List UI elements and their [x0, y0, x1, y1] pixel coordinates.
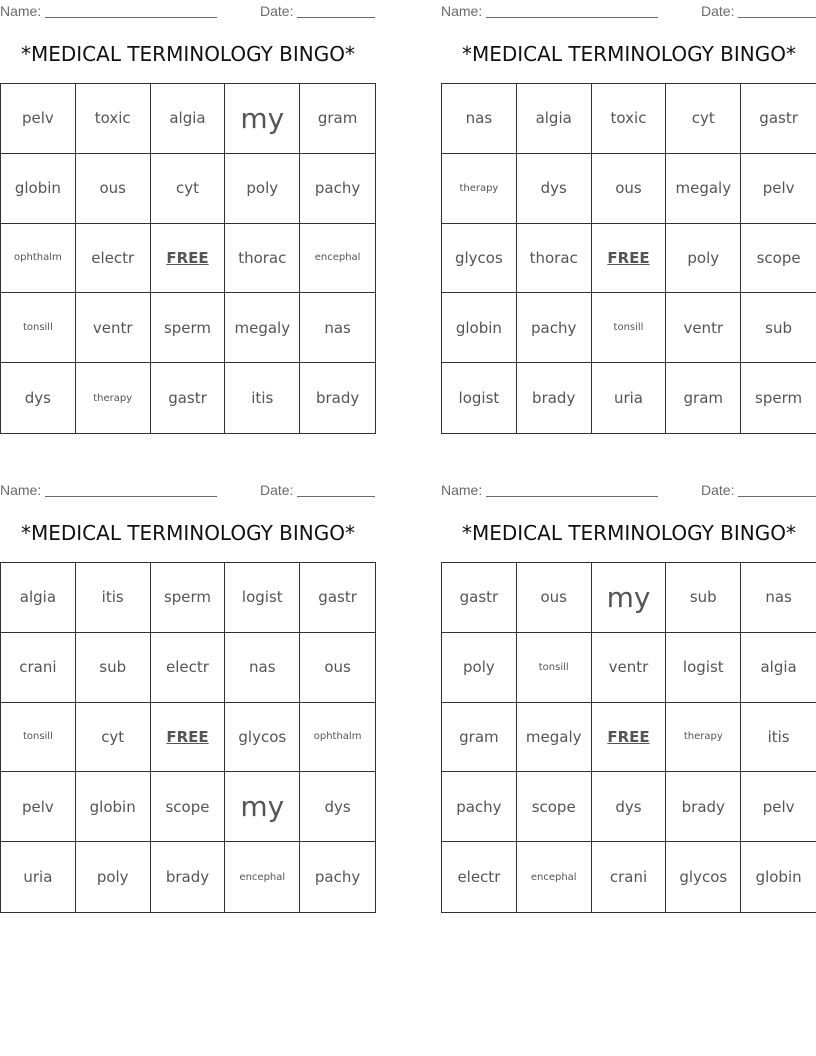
- name-field: [0, 3, 217, 19]
- bingo-cell: logist: [666, 633, 741, 703]
- name-blank-line: [486, 484, 658, 497]
- bingo-cell: gastr: [741, 84, 816, 154]
- bingo-cell: itis: [76, 563, 151, 633]
- bingo-cell: cyt: [76, 703, 151, 773]
- bingo-cell: sperm: [755, 389, 803, 408]
- bingo-cell: crani: [1, 633, 76, 703]
- bingo-cell: pachy: [314, 868, 361, 887]
- name-date-row: [441, 482, 816, 498]
- free-space-cell: FREE: [592, 703, 667, 773]
- bingo-cell: pelv: [741, 772, 816, 842]
- bingo-cell: my: [225, 772, 300, 842]
- bingo-cell: therapy: [666, 703, 741, 773]
- date-label: Date:: [701, 482, 735, 498]
- name-field: [441, 482, 658, 498]
- bingo-cell: glycos: [666, 842, 741, 912]
- bingo-cell: brady: [151, 842, 226, 912]
- date-blank-line: [738, 484, 816, 497]
- date-field: [701, 482, 816, 498]
- bingo-cell: dys: [517, 154, 592, 224]
- bingo-cell: globin: [1, 154, 76, 224]
- bingo-cell: glycos: [442, 224, 517, 294]
- bingo-cell: algia: [517, 84, 592, 154]
- bingo-cell: nas: [741, 563, 816, 633]
- bingo-cell: my: [225, 84, 300, 154]
- card-title: *MEDICAL TERMINOLOGY BINGO*: [461, 42, 796, 66]
- bingo-cell: ventr: [76, 293, 151, 363]
- name-date-row: [441, 3, 816, 19]
- bingo-cell: brady: [315, 389, 360, 408]
- bingo-cell: sperm: [151, 563, 226, 633]
- bingo-cell: my: [592, 563, 667, 633]
- bingo-cell: megaly: [225, 293, 300, 363]
- bingo-card-2: [441, 0, 816, 440]
- bingo-cell: dys: [1, 363, 76, 433]
- bingo-cell: globin: [442, 293, 517, 363]
- date-label: Date:: [260, 3, 294, 19]
- bingo-cell: nas: [225, 633, 300, 703]
- bingo-cell: megaly: [666, 154, 741, 224]
- name-field: [441, 3, 658, 19]
- bingo-cell: uria: [592, 363, 667, 433]
- name-field: [0, 482, 217, 498]
- bingo-cell: algia: [151, 84, 226, 154]
- bingo-cell: poly: [666, 224, 741, 294]
- name-blank-line: [486, 5, 658, 18]
- bingo-cell: logist: [225, 563, 300, 633]
- bingo-cell: itis: [741, 703, 816, 773]
- bingo-cell: cyt: [151, 154, 226, 224]
- card-title: *MEDICAL TERMINOLOGY BINGO*: [20, 521, 355, 545]
- bingo-cell: toxic: [592, 84, 667, 154]
- bingo-cell: gram: [442, 703, 517, 773]
- bingo-cell: poly: [225, 154, 300, 224]
- bingo-cell: ous: [76, 154, 151, 224]
- name-label: Name:: [0, 482, 42, 498]
- date-field: [260, 3, 375, 19]
- bingo-cell: tonsill: [592, 293, 667, 363]
- bingo-cell: scope: [517, 772, 592, 842]
- bingo-cell: gram: [666, 363, 741, 433]
- bingo-cell: ous: [517, 563, 592, 633]
- card-title: *MEDICAL TERMINOLOGY BINGO*: [20, 42, 355, 66]
- bingo-cell: glycos: [225, 703, 300, 773]
- bingo-cell: thorac: [225, 224, 300, 294]
- bingo-grid: [441, 562, 816, 913]
- bingo-cell: electr: [442, 842, 517, 912]
- bingo-cell: dys: [592, 772, 667, 842]
- bingo-cell: cyt: [666, 84, 741, 154]
- date-blank-line: [297, 5, 375, 18]
- bingo-cell: globin: [755, 868, 802, 887]
- bingo-cell: itis: [225, 363, 300, 433]
- bingo-cell: electr: [151, 633, 226, 703]
- bingo-cell: uria: [1, 842, 76, 912]
- bingo-cell: ous: [592, 154, 667, 224]
- bingo-cell: ophthalm: [300, 703, 375, 773]
- date-field: [260, 482, 375, 498]
- bingo-cell: nas: [300, 293, 375, 363]
- bingo-card-1: [0, 0, 376, 440]
- name-label: Name:: [441, 3, 483, 19]
- bingo-cell: pachy: [300, 154, 375, 224]
- free-space-cell: FREE: [151, 224, 226, 294]
- bingo-cell: ventr: [666, 293, 741, 363]
- bingo-grid: [441, 83, 816, 434]
- name-date-row: [0, 3, 376, 19]
- date-field: [701, 3, 816, 19]
- bingo-cell: pelv: [1, 772, 76, 842]
- bingo-cell: brady: [666, 772, 741, 842]
- bingo-cell: globin: [76, 772, 151, 842]
- bingo-cell: poly: [442, 633, 517, 703]
- date-label: Date:: [701, 3, 735, 19]
- bingo-cell: gram: [300, 84, 375, 154]
- bingo-cell: pelv: [741, 154, 816, 224]
- bingo-cell: electr: [76, 224, 151, 294]
- name-blank-line: [45, 484, 217, 497]
- bingo-cell: logist: [442, 363, 517, 433]
- bingo-cell: sub: [741, 293, 816, 363]
- bingo-cell: nas: [442, 84, 517, 154]
- bingo-cell: tonsill: [1, 703, 76, 773]
- bingo-cell: tonsill: [517, 633, 592, 703]
- bingo-cell: ous: [300, 633, 375, 703]
- name-blank-line: [45, 5, 217, 18]
- bingo-cell: encephal: [300, 224, 375, 294]
- bingo-cell: pachy: [517, 293, 592, 363]
- bingo-cell: ophthalm: [1, 224, 76, 294]
- bingo-cell: ventr: [592, 633, 667, 703]
- name-date-row: [0, 482, 376, 498]
- bingo-cell: megaly: [517, 703, 592, 773]
- bingo-cell: gastr: [151, 363, 226, 433]
- bingo-cell: toxic: [76, 84, 151, 154]
- bingo-cell: sub: [76, 633, 151, 703]
- bingo-cell: dys: [300, 772, 375, 842]
- bingo-cell: gastr: [300, 563, 375, 633]
- bingo-cell: thorac: [517, 224, 592, 294]
- free-space-cell: FREE: [592, 224, 667, 294]
- bingo-cell: tonsill: [1, 293, 76, 363]
- bingo-grid: [0, 83, 376, 434]
- bingo-cell: therapy: [76, 363, 151, 433]
- date-blank-line: [297, 484, 375, 497]
- bingo-card-4: [441, 479, 816, 919]
- bingo-cell: encephal: [517, 842, 592, 912]
- bingo-cell: gastr: [442, 563, 517, 633]
- bingo-cell: encephal: [225, 842, 300, 912]
- bingo-cell: scope: [741, 224, 816, 294]
- bingo-cell: brady: [517, 363, 592, 433]
- date-blank-line: [738, 5, 816, 18]
- bingo-cell: algia: [1, 563, 76, 633]
- name-label: Name:: [0, 3, 42, 19]
- bingo-cell: sub: [666, 563, 741, 633]
- bingo-cell: algia: [741, 633, 816, 703]
- bingo-cell: therapy: [442, 154, 517, 224]
- name-label: Name:: [441, 482, 483, 498]
- free-space-cell: FREE: [151, 703, 226, 773]
- bingo-cell: sperm: [151, 293, 226, 363]
- bingo-grid: [0, 562, 376, 913]
- bingo-cell: pelv: [1, 84, 76, 154]
- date-label: Date:: [260, 482, 294, 498]
- bingo-cell: poly: [76, 842, 151, 912]
- bingo-cell: crani: [592, 842, 667, 912]
- bingo-cell: scope: [151, 772, 226, 842]
- card-title: *MEDICAL TERMINOLOGY BINGO*: [461, 521, 796, 545]
- bingo-cell: pachy: [442, 772, 517, 842]
- bingo-card-3: [0, 479, 376, 919]
